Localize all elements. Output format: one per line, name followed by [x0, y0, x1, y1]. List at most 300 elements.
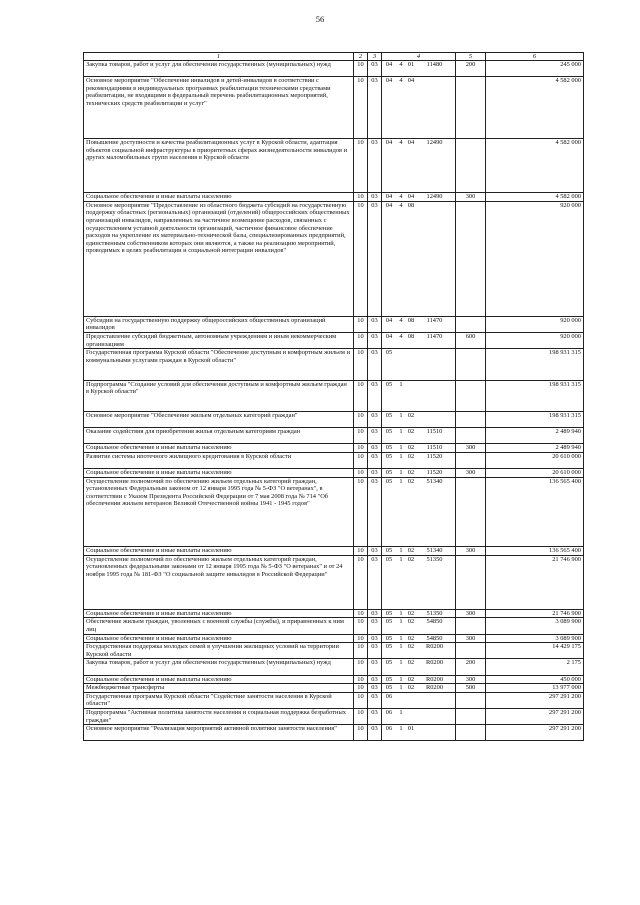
row-subsection-cell: 03 — [368, 61, 382, 77]
target-code-part: 02 — [407, 477, 415, 485]
table-row — [84, 77, 584, 139]
row-expense-type-cell — [456, 555, 486, 609]
row-amount-cell: 21 746 900 — [486, 609, 584, 618]
target-code-parts — [382, 618, 455, 626]
row-expense-type-cell — [456, 201, 486, 316]
row-expense-type-cell: 200 — [456, 61, 486, 77]
row-amount-cell: 136 565 400 — [486, 547, 584, 556]
target-code-part: 12490 — [426, 138, 443, 146]
target-code-parts — [382, 193, 455, 201]
row-name-cell: Социальное обеспечение и иные выплаты населению — [84, 609, 354, 618]
header-col-5: 5 — [456, 53, 486, 61]
row-section-cell: 10 — [354, 609, 368, 618]
target-code-part: 02 — [407, 428, 415, 436]
target-code-part: 4 — [399, 138, 403, 146]
target-code-part: 02 — [407, 684, 415, 692]
row-name-cell: Основное мероприятие "Предоставление из областного бюджета субсидий на государственную поддержку областных (региональных) организаций (отделений) общероссийских общественных организаций инвалидов, направленных на частичное возмещение расходов, связанных с осуществлением уставной деятельности организаций, частичное финансовое обеспечение расходов на укрепление их материально-технической базы, специализированных предприятий, единственным собственником которых они являются, а также на реализацию мероприятий, проводимых в целях реабилитации и социальной интеграции инвалидов" — [84, 201, 354, 316]
target-code-part: 02 — [407, 547, 415, 555]
row-section-cell: 10 — [354, 692, 368, 708]
target-code-part: 05 — [385, 634, 393, 642]
row-section-cell: 10 — [354, 659, 368, 675]
row-target-code-cell — [382, 469, 456, 478]
row-name-cell: Социальное обеспечение и иные выплаты населению — [84, 444, 354, 453]
target-code-part: 11510 — [426, 444, 443, 452]
target-code-part: 1 — [399, 618, 403, 626]
row-subsection-cell: 03 — [368, 609, 382, 618]
target-code-parts — [382, 693, 455, 701]
row-amount-cell: 297 291 200 — [486, 708, 584, 724]
table-row — [84, 201, 584, 316]
target-code-parts — [382, 333, 455, 341]
row-amount-cell: 14 429 175 — [486, 643, 584, 659]
target-code-part: 02 — [407, 675, 415, 683]
row-subsection-cell: 03 — [368, 643, 382, 659]
target-code-part — [416, 349, 453, 357]
row-expense-type-cell — [456, 316, 486, 332]
row-amount-cell: 3 089 900 — [486, 618, 584, 634]
row-name-cell: Основное мероприятие "Реализация мероприятий активной политики занятости населения" — [84, 725, 354, 741]
row-amount-cell: 198 931 315 — [486, 411, 584, 427]
row-subsection-cell: 03 — [368, 201, 382, 316]
row-target-code-cell — [382, 725, 456, 741]
table-row — [84, 452, 584, 468]
target-code-part: 05 — [385, 411, 393, 419]
target-code-part: 11480 — [426, 61, 443, 68]
target-code-part: 02 — [407, 411, 415, 419]
row-target-code-cell — [382, 380, 456, 411]
row-subsection-cell: 03 — [368, 138, 382, 192]
target-code-parts — [382, 610, 455, 618]
row-amount-cell: 198 931 315 — [486, 349, 584, 380]
row-subsection-cell: 03 — [368, 477, 382, 546]
row-section-cell: 10 — [354, 428, 368, 444]
target-code-part: 51340 — [426, 477, 443, 485]
row-expense-type-cell: 300 — [456, 609, 486, 618]
target-code-part: 04 — [407, 138, 415, 146]
target-code-part: 51350 — [426, 555, 443, 563]
row-name-cell: Осуществление полномочий по обеспечению жильем отдельных категорий граждан, установленных федеральными законами от 12 января 1995 года № 5-ФЗ "О ветеранах" и от 24 ноября 1995 года № 181-ФЗ "О социальной защите инвалидов в Российской Федерации" — [84, 555, 354, 609]
row-amount-cell: 198 931 315 — [486, 380, 584, 411]
target-code-part: R0200 — [425, 643, 444, 651]
target-code-part: 02 — [407, 609, 415, 617]
row-name-cell: Подпрограмма "Активная политика занятости населения и социальная поддержка безработных граждан" — [84, 708, 354, 724]
target-code-part: 08 — [407, 332, 415, 340]
target-code-part: 1 — [399, 411, 403, 419]
row-subsection-cell: 03 — [368, 547, 382, 556]
target-code-part: 4 — [399, 61, 403, 68]
table-row — [84, 684, 584, 693]
target-code-part: 02 — [407, 444, 415, 452]
row-target-code-cell — [382, 77, 456, 139]
row-expense-type-cell — [456, 452, 486, 468]
row-expense-type-cell — [456, 725, 486, 741]
row-name-cell: Социальное обеспечение и иные выплаты населению — [84, 675, 354, 684]
target-code-part: 05 — [385, 618, 393, 626]
row-section-cell: 10 — [354, 477, 368, 546]
target-code-part: 1 — [399, 725, 403, 733]
row-target-code-cell — [382, 643, 456, 659]
target-code-parts — [382, 444, 455, 452]
row-target-code-cell — [382, 193, 456, 202]
row-expense-type-cell: 500 — [456, 684, 486, 693]
row-target-code-cell — [382, 634, 456, 643]
target-code-part — [416, 693, 453, 701]
target-code-part: 05 — [385, 659, 393, 667]
row-expense-type-cell — [456, 411, 486, 427]
table-row — [84, 138, 584, 192]
table-row — [84, 708, 584, 724]
row-expense-type-cell — [456, 618, 486, 634]
row-expense-type-cell: 300 — [456, 193, 486, 202]
target-code-part: R0200 — [425, 684, 444, 692]
target-code-parts — [382, 139, 455, 147]
target-code-part: 1 — [399, 444, 403, 452]
row-section-cell: 10 — [354, 547, 368, 556]
target-code-part: 04 — [385, 332, 393, 340]
target-code-parts — [382, 709, 455, 717]
target-code-part: 1 — [399, 675, 403, 683]
target-code-part: 05 — [385, 609, 393, 617]
row-subsection-cell: 03 — [368, 332, 382, 348]
table-row — [84, 411, 584, 427]
target-code-part: 4 — [399, 77, 403, 85]
target-code-part: 11470 — [426, 316, 443, 324]
header-col-2: 2 — [354, 53, 368, 61]
target-code-part — [406, 693, 416, 701]
target-code-part: 54850 — [426, 618, 443, 626]
target-code-part: 08 — [407, 316, 415, 324]
row-section-cell: 10 — [354, 618, 368, 634]
row-amount-cell: 136 565 400 — [486, 477, 584, 546]
row-name-cell: Оказание содействия для приобретения жилья отдельным категориям граждан — [84, 428, 354, 444]
row-amount-cell: 920 000 — [486, 201, 584, 316]
row-target-code-cell — [382, 675, 456, 684]
table-row — [84, 634, 584, 643]
table-row — [84, 444, 584, 453]
header-col-1: 1 — [84, 53, 354, 61]
target-code-part: 04 — [385, 138, 393, 146]
target-code-part: 04 — [385, 201, 393, 209]
table-row — [84, 618, 584, 634]
row-name-cell: Повышение доступности и качества реабилитационных услуг в Курской области, адаптация объектов социальной инфраструктуры в приоритетных сферах жизнедеятельности инвалидов и других маломобильных групп населения в Курской области — [84, 138, 354, 192]
row-section-cell: 10 — [354, 708, 368, 724]
table-row — [84, 477, 584, 546]
row-section-cell: 10 — [354, 77, 368, 139]
row-section-cell: 10 — [354, 201, 368, 316]
row-amount-cell: 297 291 200 — [486, 725, 584, 741]
row-section-cell: 10 — [354, 555, 368, 609]
target-code-part: 1 — [399, 452, 403, 460]
table-row — [84, 316, 584, 332]
target-code-parts — [382, 317, 455, 325]
table-row — [84, 380, 584, 411]
row-name-cell: Подпрограмма "Создание условий для обеспечения доступным и комфортным жильем граждан в Курской области" — [84, 380, 354, 411]
row-expense-type-cell — [456, 692, 486, 708]
row-name-cell: Субсидии на государственную поддержку общероссийских общественных организаций инвалидов — [84, 316, 354, 332]
row-section-cell: 10 — [354, 643, 368, 659]
row-subsection-cell: 03 — [368, 444, 382, 453]
target-code-parts — [382, 643, 455, 651]
row-target-code-cell — [382, 332, 456, 348]
target-code-part: 1 — [399, 659, 403, 667]
target-code-part: 4 — [399, 193, 403, 201]
row-target-code-cell — [382, 692, 456, 708]
row-name-cell: Осуществление полномочий по обеспечению жильем отдельных категорий граждан, установленных Федеральным законом от 12 января 1995 года № 5-ФЗ "О ветеранах", в соответствии с Указом Президента Российской Федерации от 7 мая 2008 года № 714 "Об обеспечении жильем ветеранов Великой Отечественной войны 1941 - 1945 годов" — [84, 477, 354, 546]
target-code-part: 11520 — [426, 469, 443, 477]
row-amount-cell: 920 000 — [486, 316, 584, 332]
target-code-parts — [382, 453, 455, 461]
target-code-part: 05 — [385, 428, 393, 436]
table-row — [84, 547, 584, 556]
row-target-code-cell — [382, 138, 456, 192]
row-name-cell: Предоставление субсидий бюджетным, автономным учреждениям и иным некоммерческим организациям — [84, 332, 354, 348]
row-section-cell: 10 — [354, 138, 368, 192]
row-subsection-cell: 03 — [368, 708, 382, 724]
row-subsection-cell: 03 — [368, 193, 382, 202]
row-expense-type-cell: 200 — [456, 659, 486, 675]
row-section-cell: 10 — [354, 725, 368, 741]
target-code-part: 04 — [385, 77, 393, 85]
target-code-part: 08 — [407, 201, 415, 209]
row-target-code-cell — [382, 316, 456, 332]
target-code-part: 05 — [385, 547, 393, 555]
table-row — [84, 349, 584, 380]
target-code-parts — [382, 412, 455, 420]
target-code-part — [396, 693, 406, 701]
row-amount-cell: 4 582 000 — [486, 193, 584, 202]
target-code-parts — [382, 659, 455, 667]
target-code-parts — [382, 635, 455, 643]
target-code-parts — [382, 725, 455, 733]
target-code-part: 05 — [385, 349, 393, 357]
row-name-cell: Основное мероприятие "Обеспечение инвалидов и детей-инвалидов в соответствии с рекомендациями в индивидуальных программах реабилитации техническими средствами реабилитации, не входящими в федеральный перечень реабилитационных мероприятий, технических средств реабилитации и услуг" — [84, 77, 354, 139]
row-section-cell: 10 — [354, 469, 368, 478]
header-col-3: 3 — [368, 53, 382, 61]
row-name-cell: Социальное обеспечение и иные выплаты населению — [84, 634, 354, 643]
row-target-code-cell — [382, 444, 456, 453]
target-code-part: 11470 — [426, 332, 443, 340]
target-code-part: 06 — [385, 692, 393, 700]
row-amount-cell: 450 000 — [486, 675, 584, 684]
table-row — [84, 332, 584, 348]
row-amount-cell: 13 977 000 — [486, 684, 584, 693]
row-expense-type-cell: 300 — [456, 634, 486, 643]
target-code-part: 11520 — [426, 452, 443, 460]
row-target-code-cell — [382, 684, 456, 693]
row-expense-type-cell: 300 — [456, 444, 486, 453]
target-code-part — [416, 709, 453, 717]
row-section-cell: 10 — [354, 411, 368, 427]
row-name-cell: Государственная программа Курской области "Содействие занятости населения в Курской области" — [84, 692, 354, 708]
row-name-cell: Социальное обеспечение и иные выплаты населению — [84, 469, 354, 478]
row-name-cell: Закупка товаров, работ и услуг для обеспечения государственных (муниципальных) нужд — [84, 659, 354, 675]
row-amount-cell: 3 089 900 — [486, 634, 584, 643]
target-code-part: 04 — [385, 193, 393, 201]
target-code-part: 05 — [385, 555, 393, 563]
target-code-parts — [382, 349, 455, 357]
row-amount-cell: 245 000 — [486, 61, 584, 77]
target-code-part: 02 — [407, 659, 415, 667]
target-code-part: 05 — [385, 684, 393, 692]
row-name-cell: Государственная программа Курской области "Обеспечение доступным и комфортным жильем и коммунальными услугами граждан в Курской области" — [84, 349, 354, 380]
row-section-cell: 10 — [354, 684, 368, 693]
row-target-code-cell — [382, 61, 456, 77]
table-row — [84, 193, 584, 202]
target-code-parts — [382, 202, 455, 210]
target-code-part: R0200 — [425, 675, 444, 683]
row-section-cell: 10 — [354, 316, 368, 332]
target-code-part: 02 — [407, 452, 415, 460]
target-code-part: 05 — [385, 469, 393, 477]
row-target-code-cell — [382, 452, 456, 468]
row-subsection-cell: 03 — [368, 684, 382, 693]
target-code-part — [396, 349, 406, 357]
target-code-part — [416, 77, 453, 85]
row-target-code-cell — [382, 708, 456, 724]
target-code-part: 51340 — [426, 547, 443, 555]
target-code-parts — [382, 684, 455, 692]
table-row — [84, 659, 584, 675]
table-row — [84, 61, 584, 77]
target-code-part — [406, 349, 416, 357]
row-target-code-cell — [382, 555, 456, 609]
row-name-cell: Социальное обеспечение и иные выплаты населению — [84, 547, 354, 556]
target-code-part: 04 — [407, 77, 415, 85]
row-subsection-cell: 03 — [368, 380, 382, 411]
row-section-cell: 10 — [354, 634, 368, 643]
target-code-part: 05 — [385, 477, 393, 485]
row-subsection-cell: 03 — [368, 675, 382, 684]
row-target-code-cell — [382, 477, 456, 546]
row-subsection-cell: 03 — [368, 411, 382, 427]
row-target-code-cell — [382, 349, 456, 380]
row-subsection-cell: 03 — [368, 77, 382, 139]
row-expense-type-cell — [456, 708, 486, 724]
row-target-code-cell — [382, 609, 456, 618]
target-code-part: 1 — [399, 609, 403, 617]
row-subsection-cell: 03 — [368, 725, 382, 741]
target-code-parts — [382, 77, 455, 85]
target-code-part: 1 — [399, 380, 403, 388]
table-row — [84, 675, 584, 684]
row-target-code-cell — [382, 547, 456, 556]
table-row — [84, 555, 584, 609]
target-code-parts — [382, 61, 455, 69]
target-code-parts — [382, 676, 455, 684]
target-code-part: 01 — [407, 61, 415, 68]
target-code-part — [406, 381, 416, 389]
target-code-part: 4 — [399, 316, 403, 324]
budget-table — [83, 52, 584, 741]
target-code-part: 1 — [399, 555, 403, 563]
row-section-cell: 10 — [354, 61, 368, 77]
table-row — [84, 609, 584, 618]
target-code-parts — [382, 428, 455, 436]
row-target-code-cell — [382, 618, 456, 634]
row-name-cell: Государственная поддержка молодых семей в улучшении жилищных условий на территории Курской области — [84, 643, 354, 659]
row-expense-type-cell — [456, 477, 486, 546]
row-subsection-cell: 03 — [368, 634, 382, 643]
row-name-cell: Развитие системы ипотечного жилищного кредитования в Курской области — [84, 452, 354, 468]
target-code-part: 1 — [399, 477, 403, 485]
target-code-part: 1 — [399, 643, 403, 651]
target-code-part: 05 — [385, 380, 393, 388]
header-col-6: 6 — [486, 53, 584, 61]
row-subsection-cell: 03 — [368, 555, 382, 609]
target-code-part — [416, 381, 453, 389]
row-subsection-cell: 03 — [368, 316, 382, 332]
target-code-parts — [382, 381, 455, 389]
row-section-cell: 10 — [354, 193, 368, 202]
row-expense-type-cell: 300 — [456, 469, 486, 478]
target-code-part: 4 — [399, 332, 403, 340]
table-header-row — [84, 53, 584, 61]
row-subsection-cell: 03 — [368, 659, 382, 675]
row-amount-cell: 20 610 000 — [486, 469, 584, 478]
row-subsection-cell: 03 — [368, 349, 382, 380]
target-code-part — [406, 709, 416, 717]
table-row — [84, 692, 584, 708]
target-code-part: 04 — [385, 316, 393, 324]
row-expense-type-cell — [456, 77, 486, 139]
target-code-parts — [382, 478, 455, 486]
row-section-cell: 10 — [354, 452, 368, 468]
target-code-part: 12490 — [426, 193, 443, 201]
target-code-parts — [382, 547, 455, 555]
row-name-cell: Межбюджетные трансферты — [84, 684, 354, 693]
row-expense-type-cell — [456, 643, 486, 659]
target-code-part: 51350 — [426, 609, 443, 617]
target-code-parts — [382, 556, 455, 564]
row-subsection-cell: 03 — [368, 452, 382, 468]
target-code-part: 1 — [399, 428, 403, 436]
row-target-code-cell — [382, 411, 456, 427]
target-code-parts — [382, 469, 455, 477]
row-target-code-cell — [382, 201, 456, 316]
table-row — [84, 725, 584, 741]
target-code-part: 1 — [399, 634, 403, 642]
row-amount-cell: 2 489 940 — [486, 444, 584, 453]
row-amount-cell: 4 582 000 — [486, 77, 584, 139]
target-code-part — [416, 202, 453, 210]
row-subsection-cell: 03 — [368, 618, 382, 634]
row-name-cell: Социальное обеспечение и иные выплаты населению — [84, 193, 354, 202]
target-code-part: 1 — [399, 469, 403, 477]
target-code-part: 04 — [407, 193, 415, 201]
row-expense-type-cell — [456, 138, 486, 192]
row-section-cell: 10 — [354, 332, 368, 348]
target-code-part: 02 — [407, 555, 415, 563]
target-code-part: 05 — [385, 643, 393, 651]
target-code-part — [416, 412, 453, 420]
target-code-part: 54850 — [426, 634, 443, 642]
target-code-part: 04 — [385, 61, 393, 68]
row-target-code-cell — [382, 659, 456, 675]
target-code-part: 02 — [407, 618, 415, 626]
target-code-part: R0200 — [425, 659, 444, 667]
table-row — [84, 428, 584, 444]
target-code-part: 02 — [407, 643, 415, 651]
row-expense-type-cell: 300 — [456, 675, 486, 684]
target-code-part: 01 — [407, 725, 415, 733]
row-amount-cell: 2 175 — [486, 659, 584, 675]
row-name-cell: Закупка товаров, работ и услуг для обеспечения государственных (муниципальных) нужд — [84, 61, 354, 77]
row-section-cell: 10 — [354, 349, 368, 380]
row-amount-cell: 21 746 900 — [486, 555, 584, 609]
target-code-part: 05 — [385, 675, 393, 683]
row-amount-cell: 20 610 000 — [486, 452, 584, 468]
row-section-cell: 10 — [354, 380, 368, 411]
